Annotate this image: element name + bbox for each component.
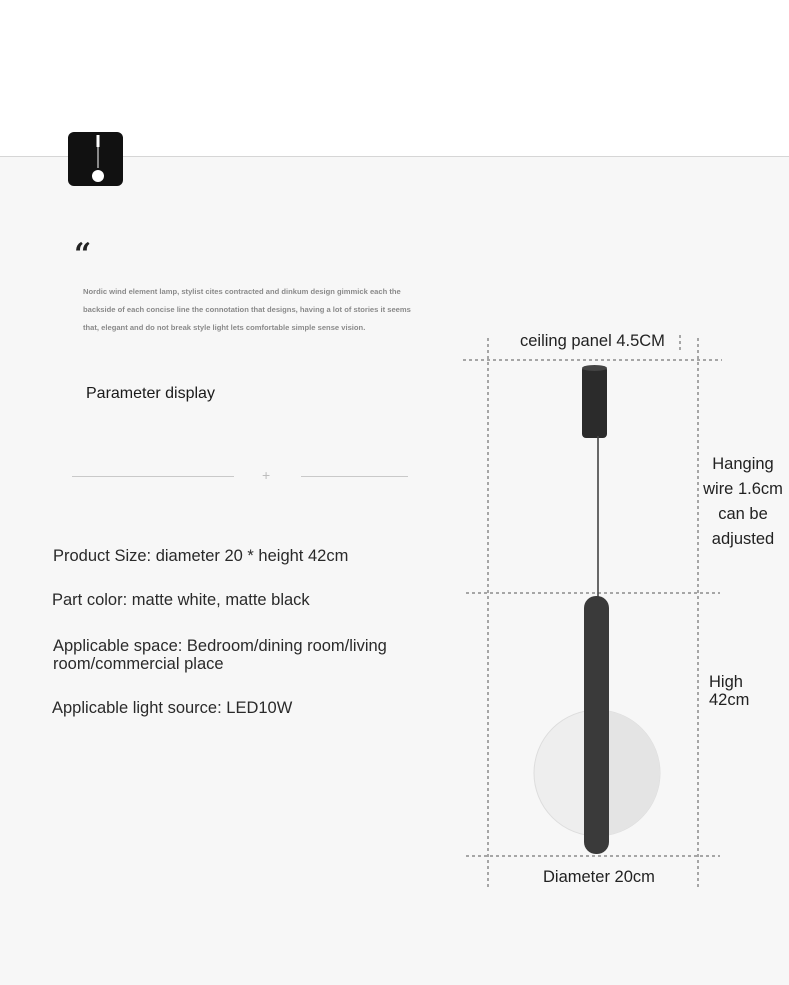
label-height: High 42cm: [709, 673, 750, 709]
label-hanging-wire: Hanging wire 1.6cm can be adjusted: [703, 455, 783, 548]
spec-product-size: Product Size: diameter 20 * height 42cm: [53, 547, 349, 565]
spec-applicable-space: Applicable space: Bedroom/dining room/living room/commercial place: [53, 637, 387, 673]
label-ceiling-panel: ceiling panel 4.5CM: [520, 332, 665, 350]
ceiling-canopy: [582, 366, 607, 438]
quote-mark: “: [74, 237, 92, 272]
divider-plus: +: [262, 467, 271, 483]
spec-light-source: Applicable light source: LED10W: [52, 699, 293, 717]
canopy-cap: [582, 365, 607, 371]
lamp-bar: [584, 596, 609, 854]
intro-text: Nordic wind element lamp, stylist cites contracted and dinkum design gimmick each the backside of each concise line the connotation that designs, having a lot of stories it seems that, elegant and do not break style light lets comfortable simple sense vision.: [83, 287, 411, 332]
parameter-title: Parameter display: [86, 385, 215, 402]
label-diameter: Diameter 20cm: [543, 868, 655, 886]
spec-part-color: Part color: matte white, matte black: [52, 591, 310, 609]
